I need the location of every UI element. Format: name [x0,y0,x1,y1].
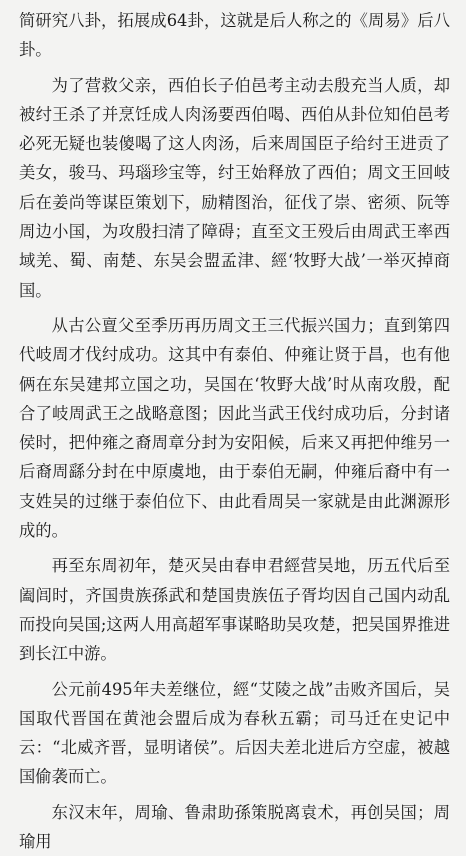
paragraph-4: 再至东周初年，楚灭吴由春申君經营吴地，历五代后至阖闾时，齐国贵族孫武和楚国贵族伍子胥均因自己国内动乱而投向吴国;这两人用高超军事谋略助吴攻楚，把吴国界推进到长江中游。 [19,556,450,664]
paragraph-1: 简研究八卦，拓展成64卦，这就是后人称之的《周易》后八卦。 [19,11,450,60]
paragraph-5: 公元前495年夫差继位，經“艾陵之战”击败齐国后，吴国取代晋国在黄池会盟后成为春秋五霸；司马迁在史记中云：“北威齐晋，显明诸侯”。后因夫差北进后方空虚，被越国偷袭而亡。 [19,679,450,787]
paragraph-3: 从古公亶父至季历再历周文王三代振兴国力；直到第四代岐周才伐纣成功。这其中有泰伯、仲雍让贤于昌，也有他俩在东吴建邦立国之功，吴国在‘牧野大战’时从南攻殷，配合了岐周武王之战略意图；因此当武王伐纣成功后，分封诸侯时，把仲雍之裔周章分封为安阳候，后来又再把仲维另一后裔周繇分封在中原虞地，由于泰伯无嗣，仲雍后裔中有一支姓吴的过继于泰伯位下、由此看周吴一家就是由此渊源形成的。 [19,315,450,541]
paragraph-6: 东汉末年，周瑜、鲁肃助孫策脱离袁术，再创吴国；周瑜用 [19,802,450,852]
paragraph-2: 为了营救父亲，西伯长子伯邑考主动去殷充当人质，却被纣王杀了并烹饪成人肉汤要西伯喝、西伯从卦位知伯邑考必死无疑也装傻喝了这人肉汤，后来周国臣子给纣王进贡了美女，骏马、玛瑙珍宝等，纣王始释放了西伯；周文王回岐后在姜尚等谋臣策划下，励精图治，征伐了崇、密须、阮等周边小国，为攻殷扫清了障碍；直至文王殁后由周武王率西域羌、蜀、南楚、东吴会盟孟津、經‘牧野大战’一举灭掉商国。 [19,75,450,300]
